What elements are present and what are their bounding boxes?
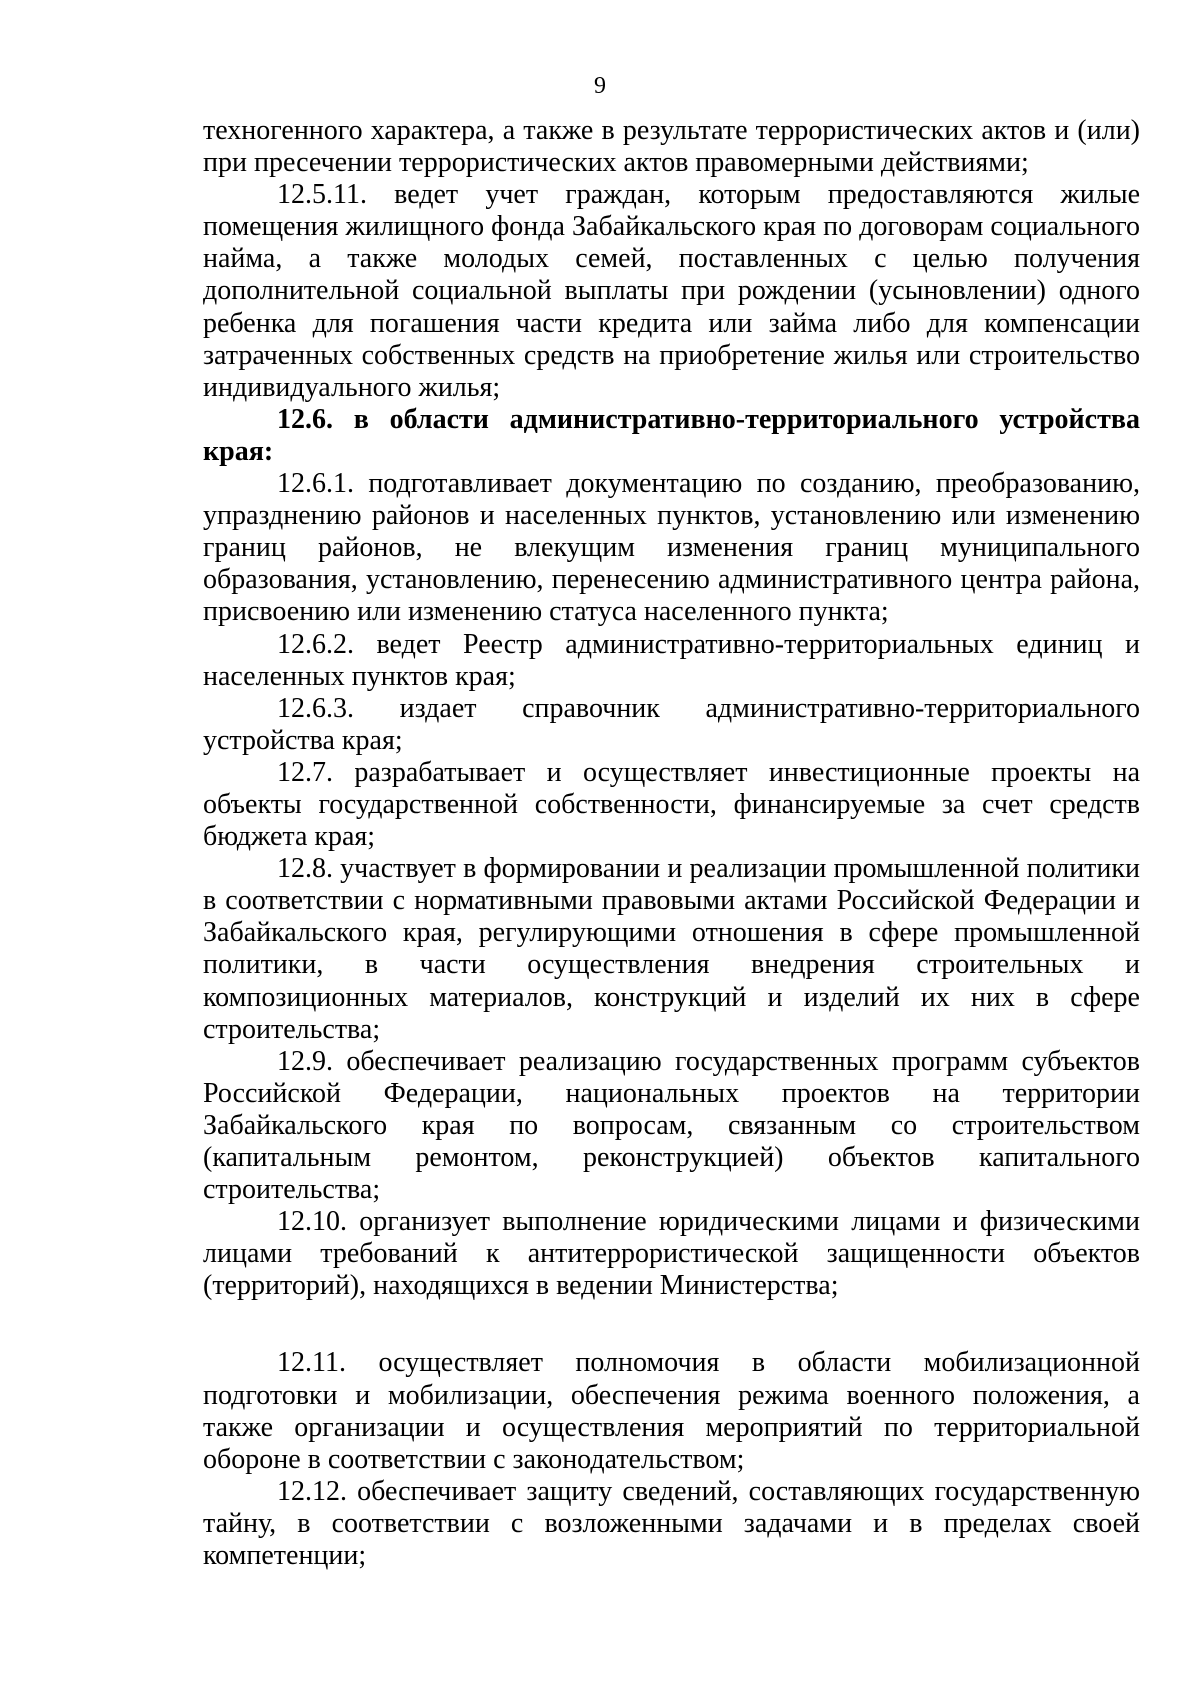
paragraph-12-6-2: 12.6.2. ведет Реестр административно-территориальных единиц и населенных пунктов края; (203, 628, 1140, 692)
paragraph-12-5-11: 12.5.11. ведет учет граждан, которым предоставляются жилые помещения жилищного фонда Забайкальского края по договорам социального найма, а также молодых семей, поставленных с целью получения дополнительной социальной выплаты при рождении (усыновлении) одного ребенка для погашения части кредита или займа либо для компенсации затраченных собственных средств на приобретение жилья или строительство индивидуального жилья; (203, 179, 1140, 403)
paragraph-12-7: 12.7. разрабатывает и осуществляет инвестиционные проекты на объекты государственной собственности, финансируемые за счет средств бюджета края; (203, 756, 1140, 853)
section-heading-12-6: 12.6. в области административно-территориального устройства края: (203, 403, 1140, 467)
paragraph-12-8: 12.8. участвует в формировании и реализации промышленной политики в соответствии с нормативными правовыми актами Российской Федерации и Забайкальского края, регулирующими отношения в сфере промышленной политики, в части осуществления внедрения строительных и композиционных материалов, конструкций и изделий их них в сфере строительства; (203, 853, 1140, 1045)
paragraph-12-11: 12.11. осуществляет полномочия в области мобилизационной подготовки и мобилизации, обеспечения режима военного положения, а также организации и осуществления мероприятий по территориальной обороне в соответствии с законодательством; (203, 1347, 1140, 1475)
paragraph-12-12: 12.12. обеспечивает защиту сведений, составляющих государственную тайну, в соответствии с возложенными задачами и в пределах своей компетенции; (203, 1475, 1140, 1572)
paragraph-12-6-3: 12.6.3. издает справочник административно-территориального устройства края; (203, 692, 1140, 756)
page-number: 9 (594, 73, 606, 99)
paragraph-12-6-1: 12.6.1. подготавливает документацию по созданию, преобразованию, упразднению районов и населенных пунктов, установлению или изменению границ районов, не влекущим изменения границ муниципального образования, установлению, перенесению административного центра района, присвоению или изменению статуса населенного пункта; (203, 468, 1140, 628)
paragraph-terrorism-continuation: техногенного характера, а также в результате террористических актов и (или) при пресечении террористических актов правомерными действиями; (203, 115, 1140, 179)
paragraph-gap (203, 1302, 1140, 1347)
document-body (203, 115, 1140, 1572)
paragraph-12-10: 12.10. организует выполнение юридическими лицами и физическими лицами требований к антитеррористической защищенности объектов (территорий), находящихся в ведении Министерства; (203, 1206, 1140, 1302)
paragraph-12-9: 12.9. обеспечивает реализацию государственных программ субъектов Российской Федерации, национальных проектов на территории Забайкальского края по вопросам, связанным со строительством (капитальным ремонтом, реконструкцией) объектов капитального строительства; (203, 1045, 1140, 1206)
